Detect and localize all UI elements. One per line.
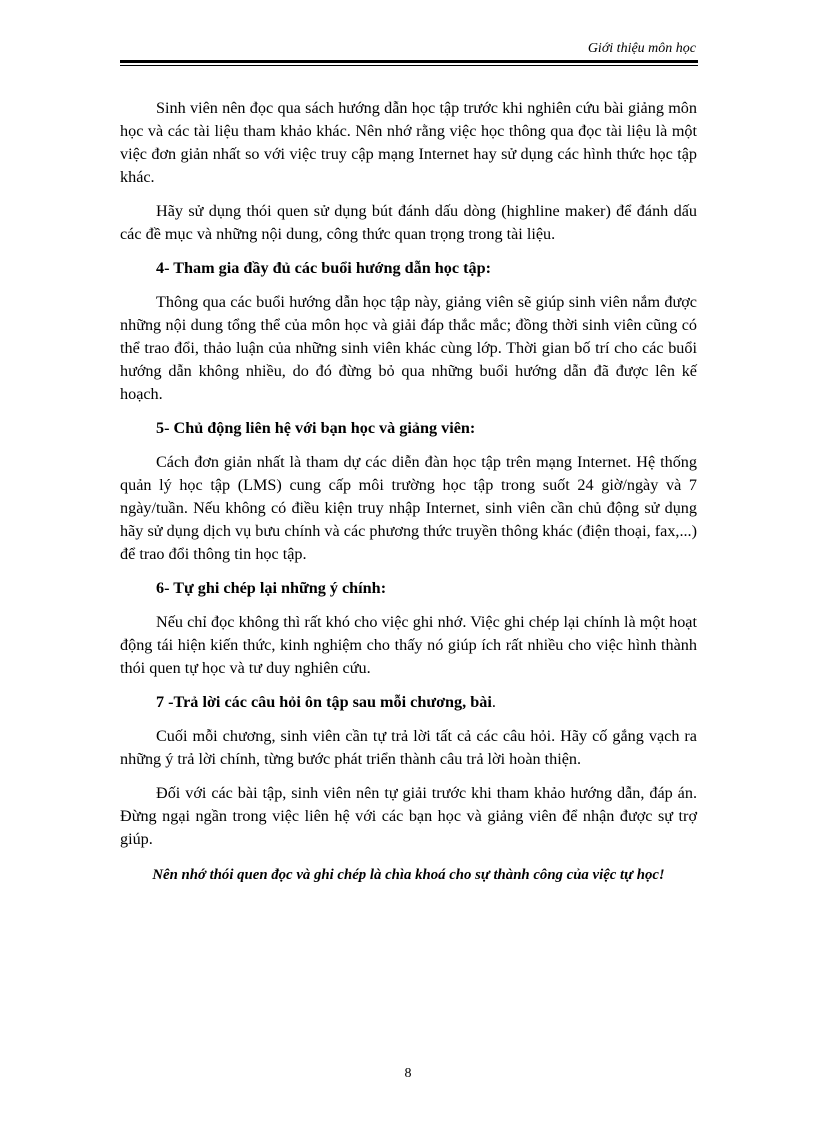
heading-contact-peers: 5- Chủ động liên hệ với bạn học và giảng viên: xyxy=(156,419,476,437)
paragraph-contact-peers: Cách đơn giản nhất là tham dự các diễn đàn học tập trên mạng Internet. Hệ thống quản lý học tập (LMS) cung cấp môi trường học tập trong suốt 24 giờ/ngày và 7 ngày/tuần. Nếu không có điều kiện truy nhập Internet, sinh viên cần chủ động sử dụng hãy sử dụng dịch vụ bưu chính và các phương thức truyền thông khác (điện thoại, fax,...) để trao đổi thông tin học tập. xyxy=(120,453,697,563)
header-double-rule xyxy=(120,60,698,66)
page-number: 8 xyxy=(404,1066,412,1081)
heading-take-notes: 6- Tự ghi chép lại những ý chính: xyxy=(156,579,387,597)
page-body xyxy=(120,97,697,886)
paragraph-take-notes: Nếu chỉ đọc không thì rất khó cho việc ghi nhớ. Việc ghi chép lại chính là một hoạt động tái hiện kiến thức, kinh nghiệm cho thấy nó giúp ích rất nhiều cho việc hình thành thói quen tự học và tư duy nghiên cứu. xyxy=(120,613,697,677)
heading-review-questions-text: 7 -Trả lời các câu hỏi ôn tập sau mỗi chương, bài xyxy=(156,693,492,711)
paragraph-attend-sessions: Thông qua các buổi hướng dẫn học tập này, giảng viên sẽ giúp sinh viên nắm được những nội dung tổng thể của môn học và giải đáp thắc mắc; đồng thời sinh viên cũng có thể trao đổi, thảo luận của những sinh viên khác cùng lớp. Thời gian bố trí cho các buổi hướng dẫn không nhiều, do đó đừng bỏ qua những buổi hướng dẫn đã được lên kế hoạch. xyxy=(120,293,697,403)
paragraph-study-guide: Sinh viên nên đọc qua sách hướng dẫn học tập trước khi nghiên cứu bài giảng môn học và các tài liệu tham khảo khác. Nên nhớ rằng việc học thông qua đọc tài liệu là một việc đơn giản nhất so với việc truy cập mạng Internet hay sử dụng các hình thức học tập khác. xyxy=(120,99,697,186)
heading-review-questions xyxy=(120,691,697,714)
heading-attend-sessions: 4- Tham gia đầy đủ các buổi hướng dẫn học tập: xyxy=(156,259,492,277)
closing-reminder: Nên nhớ thói quen đọc và ghi chép là chìa khoá cho sự thành công của việc tự học! xyxy=(152,867,665,883)
heading-review-questions-period: . xyxy=(491,693,496,711)
paragraph-exercises: Đối với các bài tập, sinh viên nên tự giải trước khi tham khảo hướng dẫn, đáp án. Đừng ngại ngần trong việc liên hệ với các bạn học và giảng viên để nhận được sự trợ giúp. xyxy=(120,784,697,848)
running-header-title: Giới thiệu môn học xyxy=(587,41,696,56)
paragraph-review-questions: Cuối mỗi chương, sinh viên cần tự trả lời tất cả các câu hỏi. Hãy cố gắng vạch ra những ý trả lời chính, từng bước phát triển thành câu trả lời hoàn thiện. xyxy=(120,727,697,768)
paragraph-highlighter: Hãy sử dụng thói quen sử dụng bút đánh dấu dòng (highline maker) để đánh dấu các đề mục và những nội dung, công thức quan trọng trong tài liệu. xyxy=(120,202,697,243)
